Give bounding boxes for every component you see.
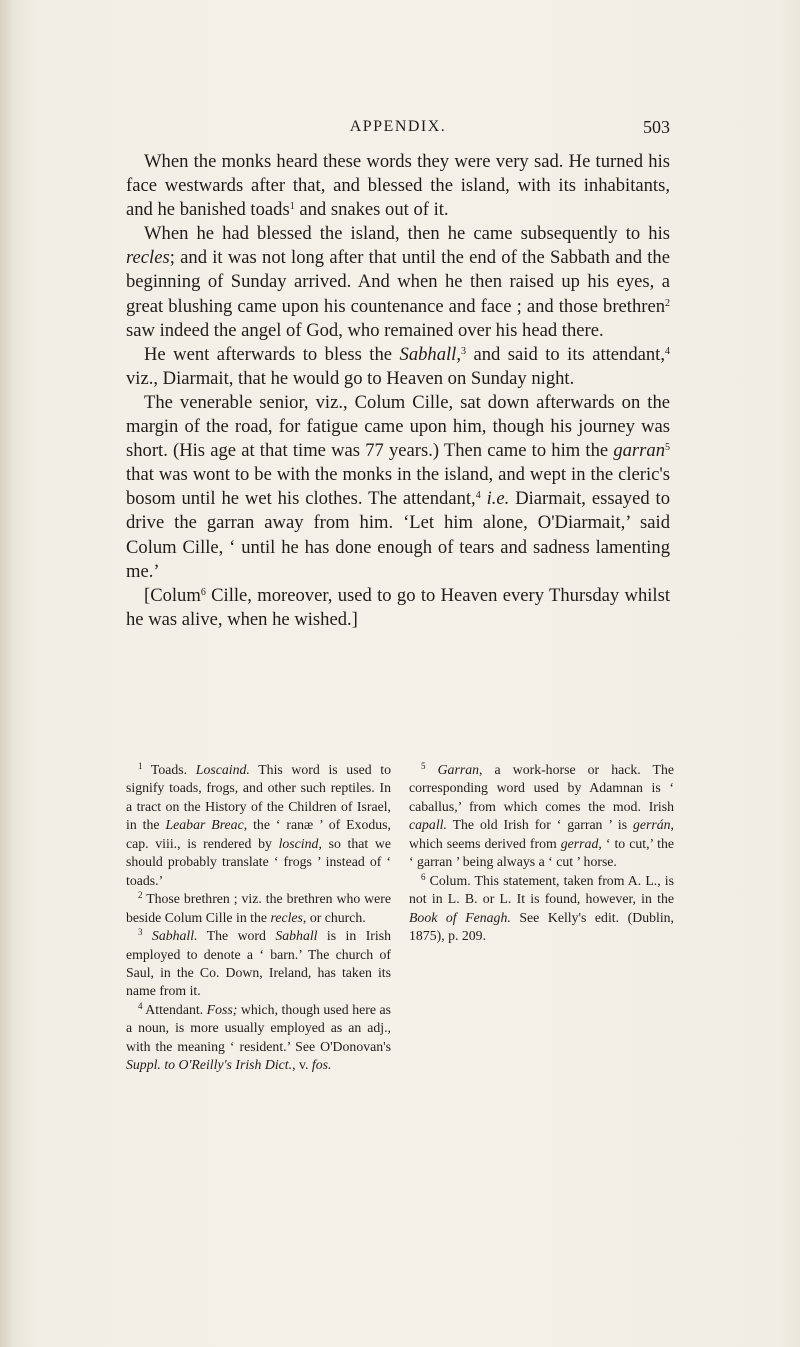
text-run: Those brethren ; viz. the brethren who were beside Colum Cille in the bbox=[126, 891, 391, 925]
italic-term: Sabhall bbox=[399, 343, 457, 365]
footnote-1 bbox=[126, 761, 391, 890]
footnote-number: 3 bbox=[138, 927, 143, 938]
footnote-3 bbox=[126, 927, 391, 1001]
text-run: , a work-horse or hack. The corresponding word used by Adamnan is ‘ caballus,’ from which comes the mod. Irish bbox=[409, 762, 675, 814]
footnote-number: 6 bbox=[421, 871, 426, 882]
page-binding-shadow bbox=[0, 0, 14, 1347]
italic-term: i.e. bbox=[486, 488, 510, 510]
text-run: , so that we should probably translate ‘ frogs ’ instead of ‘ toads.’ bbox=[126, 835, 391, 888]
text-run: viz., Diarmait, that he would go to Heaven on Sunday night. bbox=[126, 367, 575, 389]
text-run: See Kelly's edit. (Dublin, 1875), p. 209. bbox=[409, 909, 675, 944]
footnote-ref: 5 bbox=[665, 442, 670, 454]
italic-term: garran bbox=[613, 440, 665, 462]
text-run: which, though used here as a noun, is more usually employed as an adj., with the meaning ‘ resident.’ See O'Donovan's bbox=[126, 1001, 391, 1054]
text-run: and snakes out of it. bbox=[294, 199, 449, 221]
text-run: When he had blessed the island, then he came subsequently to his bbox=[144, 223, 670, 245]
text-run: Attendant. bbox=[142, 1001, 207, 1017]
italic-term: gerrán bbox=[632, 817, 671, 833]
text-run: The old Irish for ‘ garran ’ is bbox=[446, 817, 633, 833]
italic-term: Sabhall. bbox=[151, 928, 198, 944]
footnote-number: 5 bbox=[421, 761, 426, 771]
footnote-2 bbox=[126, 890, 391, 927]
text-run: saw indeed the angel of God, who remained over his head there. bbox=[126, 319, 604, 341]
italic-term: Foss; bbox=[206, 1001, 238, 1017]
italic-term: recles bbox=[270, 909, 303, 925]
footnote-6 bbox=[409, 872, 674, 946]
footnote-4 bbox=[126, 1001, 391, 1075]
footnote-ref: 3 bbox=[461, 345, 466, 357]
italic-term: recles bbox=[126, 247, 170, 269]
footnote-column-left bbox=[126, 761, 391, 1075]
italic-term: Leabar Breac bbox=[165, 817, 244, 833]
text-run: , bbox=[456, 343, 461, 365]
running-head: APPENDIX. bbox=[349, 118, 447, 135]
paragraph-2 bbox=[126, 222, 670, 342]
text-run: Diarmait, essayed to drive the garran away from him. ‘Let him alone, O'Diarmait,’ said Colum Cille, ‘ until he has done enough of tears and sadness lamenting me.’ bbox=[126, 488, 671, 582]
footnote-ref: 1 bbox=[289, 201, 295, 213]
text-run: , ‘ to cut,’ the ‘ garran ’ being always a ‘ cut ’ horse. bbox=[409, 835, 674, 870]
footnote-column-right bbox=[409, 761, 674, 1075]
text-run: The venerable senior, viz., Colum Cille, sat down afterwards on the margin of the road, for fatigue came upon him, though his journey was short. (His age at that time was 77 years.) Then came to him the bbox=[126, 391, 670, 462]
text-run: Toads. bbox=[142, 762, 196, 777]
footnote-ref: 6 bbox=[200, 586, 206, 598]
text-run: , v. bbox=[292, 1057, 312, 1073]
italic-term: Suppl. to O'Reilly's Irish Dict. bbox=[126, 1057, 293, 1073]
footnote-number: 1 bbox=[138, 761, 143, 771]
text-run: ; and it was not long after that until the end of the Sabbath and the beginning of Sunday arrived. And when he then raised up his eyes, a great blushing came upon his countenance and face ; and those brethren bbox=[126, 247, 670, 317]
text-run: When the monks heard these words they were very sad. He turned his face westwards after that, and blessed the island, with its inhabitants, and he banished toads bbox=[126, 151, 670, 221]
text-run: He went afterwards to bless the bbox=[144, 343, 400, 365]
text-run: , the ‘ ranæ ’ of Exodus, cap. viii., is rendered by bbox=[126, 817, 391, 851]
text-run: and said to its attendant, bbox=[466, 343, 665, 365]
page-header bbox=[126, 118, 670, 142]
paragraph-3 bbox=[126, 343, 670, 391]
text-run: [Colum bbox=[144, 584, 201, 606]
paragraph-4 bbox=[126, 391, 670, 584]
text-run: Cille, moreover, used to go to Heaven every Thursday whilst he was alive, when he wished.] bbox=[126, 584, 670, 630]
page-number: 503 bbox=[643, 117, 670, 137]
text-run: is in Irish employed to denote a ‘ barn.’ The church of Saul, in the Co. Down, Ireland, has taken its name from it. bbox=[126, 928, 391, 999]
paragraph-5 bbox=[126, 584, 670, 632]
main-text bbox=[126, 150, 670, 632]
text-run: This word is used to signify toads, frogs, and other such reptiles. In a tract on the History of the Children of Israel, in the bbox=[126, 762, 391, 833]
footnote-5 bbox=[409, 761, 674, 872]
footnote-number: 4 bbox=[138, 1000, 143, 1011]
italic-term: fos. bbox=[311, 1057, 332, 1073]
italic-term: capall. bbox=[409, 817, 447, 833]
footnote-number: 2 bbox=[138, 890, 143, 901]
italic-term: Garran bbox=[437, 762, 479, 777]
text-run: , which seems derived from bbox=[409, 817, 674, 851]
italic-term: Loscaind. bbox=[195, 762, 250, 777]
italic-term: Book of Fenagh. bbox=[409, 909, 511, 925]
paragraph-1 bbox=[126, 150, 670, 222]
italic-term: Sabhall bbox=[275, 928, 318, 944]
footnote-ref: 2 bbox=[665, 297, 670, 309]
text-run: Colum. This statement, taken from A. L., is not in L. B. or L. It is found, however, in the bbox=[409, 872, 674, 907]
footnote-ref: 4 bbox=[475, 490, 481, 502]
text-run: , or church. bbox=[302, 909, 366, 925]
italic-term: gerrad bbox=[560, 835, 599, 851]
footnote-ref: 4 bbox=[665, 345, 670, 357]
text-run: that was wont to be with the monks in the island, and wept in the cleric's bosom until he wet his clothes. The attendant, bbox=[126, 464, 670, 510]
footnotes bbox=[126, 761, 674, 1075]
text-run: The word bbox=[197, 928, 276, 944]
italic-term: loscind bbox=[278, 835, 319, 851]
